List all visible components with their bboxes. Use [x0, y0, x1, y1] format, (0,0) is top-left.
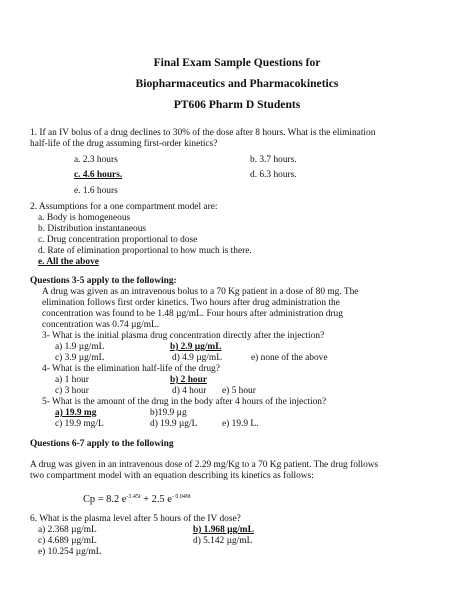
q6-option-e: e) 10.254 µg/mL — [38, 547, 102, 557]
q5-option-c: c) 19.9 mg/L — [55, 419, 104, 429]
q6-option-c: c) 4.689 µg/mL — [38, 536, 97, 546]
q4-option-b-answer: b) 2 hour — [170, 375, 207, 385]
q35-intro-line-3: concentration was found to be 1.48 µg/mL. Four hours after administration drug — [42, 309, 343, 319]
q4-option-e: e) 5 hour — [222, 386, 256, 396]
q4-option-a: a) 1 hour — [55, 375, 89, 385]
q1-option-c-answer: c. 4.6 hours. — [74, 170, 123, 180]
q3-option-e: e) none of the above — [251, 353, 328, 363]
q3-option-a: a) 1.9 µg/mL — [55, 342, 105, 352]
q5-option-d: d) 19.9 µg/L — [150, 419, 198, 429]
q4-text: 4- What is the elimination half-life of the drug? — [42, 364, 220, 374]
q1-option-a: a. 2.3 hours — [74, 155, 118, 165]
q67-intro-line-1: A drug was given in an intravenous dose of 2.29 mg/Kg to a 70 Kg patient. The drug follows — [30, 460, 379, 470]
q3-text: 3- What is the initial plasma drug concentration directly after the injection? — [42, 331, 325, 341]
equation-middle: + 2.5 e — [140, 494, 172, 505]
equation-lhs: Cp = 8.2 e — [83, 494, 127, 505]
title-line-3: PT606 Pharm D Students — [173, 98, 301, 111]
q35-heading: Questions 3-5 apply to the following: — [30, 276, 177, 286]
equation-exponent-2: - 0.049t — [171, 494, 191, 500]
q1-option-e: e. 1.6 hours — [74, 186, 118, 196]
q6-text: 6. What is the plasma level after 5 hours of the IV dose? — [30, 514, 241, 524]
q1-text-line-2: half-life of the drug assuming first-order kinetics? — [30, 139, 218, 149]
q35-intro-line-4: concentration was 0.74 µg/mL. — [42, 320, 160, 330]
q2-option-c: c. Drug concentration proportional to dose — [38, 235, 198, 245]
q3-option-d: d) 4.9 µg/mL — [172, 353, 222, 363]
q4-option-c: c) 3 hour — [55, 386, 89, 396]
q1-text-line-1: 1. If an IV bolus of a drug declines to 30% of the dose after 8 hours. What is the elimination — [30, 128, 376, 138]
q2-option-b: b. Distribution instantaneous — [38, 224, 147, 234]
title-line-1: Final Exam Sample Questions for — [153, 56, 321, 69]
q5-text: 5- What is the amount of the drug in the body after 4 hours of the injection? — [42, 397, 327, 407]
q5-option-b: b)19.9 µg — [150, 408, 187, 418]
kinetics-equation — [83, 494, 191, 505]
q4-option-d: d) 4 hour — [172, 386, 207, 396]
q6-option-b-answer: b) 1.968 µg/mL — [193, 525, 254, 535]
q35-intro-line-2: elimination follows first order kinetics. Two hours after drug administration the — [42, 298, 340, 308]
q5-option-a-answer: a) 19.9 mg — [55, 408, 97, 418]
q67-heading: Questions 6-7 apply to the following — [30, 439, 174, 449]
q3-option-b-answer: b) 2.9 µg/mL — [170, 342, 222, 352]
q1-option-d: d. 6.3 hours. — [250, 170, 297, 180]
q35-intro-line-1: A drug was given as an intravenous bolus to a 70 Kg patient in a dose of 80 mg. The — [42, 287, 359, 297]
q2-option-e-answer: e. All the above — [38, 257, 99, 267]
q3-option-c: c) 3.9 µg/mL — [55, 353, 105, 363]
q2-option-a: a. Body is homogeneous — [38, 213, 131, 223]
q5-option-e: e) 19.9 L. — [222, 419, 259, 429]
q6-option-a: a) 2.368 µg/mL — [38, 525, 97, 535]
equation-exponent-1: -3.45t — [126, 494, 141, 500]
q6-option-d: d) 5.142 µg/mL — [193, 536, 253, 546]
title-line-2: Biopharmaceutics and Pharmacokinetics — [135, 77, 339, 90]
q1-option-b: b. 3.7 hours. — [250, 155, 297, 165]
q2-text: 2. Assumptions for a one compartment model are: — [30, 202, 218, 212]
q67-intro-line-2: two compartment model with an equation describing its kinetics as follows: — [30, 471, 314, 481]
q2-option-d: d. Rate of elimination proportional to how much is there. — [38, 246, 252, 256]
